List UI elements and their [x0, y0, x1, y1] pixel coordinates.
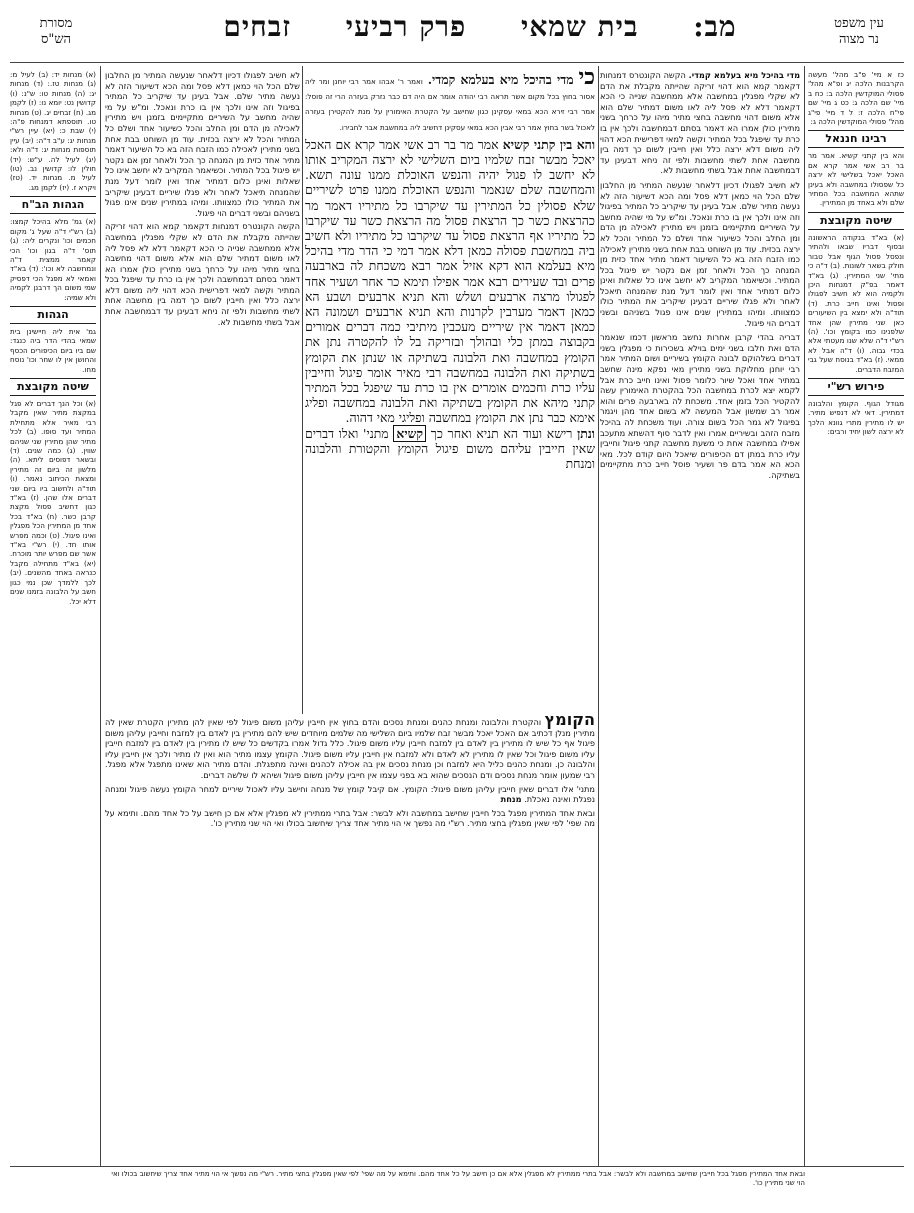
page-number: מב: [693, 10, 737, 43]
page-title [200, 10, 760, 44]
masoret-label-line2: הש"ס [40, 32, 72, 47]
tractate-name: זבחים [223, 10, 292, 43]
page-header [0, 10, 914, 68]
ein-mishpat-label-line1: עין משפט [834, 16, 884, 31]
rabbeinu-chananel-heading: רבינו חננאל [808, 130, 904, 148]
gemara-para2-lead: והא בין קתני קשיא [502, 136, 595, 152]
rashi-heading-margin: פירוש רש"י [808, 378, 904, 396]
masoret-text: (א) מנחות יד: (ב) לעיל מ: (ג) מנחות טז.: (ד) מנחות יג: (ה) מנחות טו: ש"נ: (ו) קדושין נט: יומא נו: (ז) לקמן מג. (ח) זבחים יג. (ט) מנחות טו. תוספתא דמנחות פ"ה: (י) שבת כ: (יא) עיין רש"י מנחות יג: ע"ב ד"ה: (יב) עיין תוספות מנחות יג: ד"ה ולא: (יג) לעיל לה. ע"ש: (יד) חולין לו: קדושין נב. (טו) לעיל מ. מנחות יד. (טז) ויקרא ז. (יז) לקמן מג. [10, 70, 96, 192]
rashi-intro-text: מגודל הגוף. הקומץ והלבונה דמתירין. דאי לא דנפיש מתיר. יש לו מתירין מתרי גוונא הלכך לא ירצה לשון יחיד ורבים: [808, 398, 904, 437]
gemara-left-rule [302, 66, 303, 714]
footer-note: ובאת אחד המתירין מפגל בכל חייבין שחישב במחשבה ולא לבשר: אבל בתרי ממתירין לא מפגלין אלא אם כן חישב על כל אחד מהם. ותימא על מה שפי' לפי שאין מפגלין בחצי מתיר. רש"י מה נפשך אי הוי מתיר אחד צריך שיחשוב בכולו ואי הוי שני מתירין כו'. [111, 1170, 805, 1187]
tosafot-text: הקשה הקונטרס דמנחות דקאמר קמא הוא דהוי זריקה שהייתה מקבלת את הדם לא שקלי מפגלין במחשבה אלא ממחשבה שנייה כי הכא דקאמר דלא לא פסל ליה לאו משום דמתיר שלם הוא אלא משום דהוי מחשבה בחצי מתיר מיהו על כרחך בשני מתירין כולן אמרו הא דאמר בסתם דבמחשבה ולכך אין בו כרת עד שיפגל בכל המתיר וקשה למאי דפרישית הכא דהוי ליה משום דלא ירצה כלל ואין חייבין לשום כך דמה בין מחשבה אחת לשתי מחשבות ולפי זה ניחא דבעינן עד דבמחשבה אחת אבל בשתי מחשבות לא. [600, 70, 800, 176]
masoret-label [20, 16, 92, 48]
mishna-end-text: מתני' אלו דברים שאין חייבין עליהן משום פיגול: הקומץ. אם קיבל קומץ של מנחה וחישב עליו לאכול שיריים למחר הקומץ נעשה פיגול ומנחה נפגלת ואינה נאכלת. [105, 783, 595, 805]
gemara-para1: ואמר ר' אבהו אמר רבי יוחנן ומר ליה אסור בחוץ בכל מקום אשר תראה רבי יהודה אומר אם היה דם כבר נזרק בעזרה הרי זה פוסל: אמר רבי זירא הכא במאי עסקינן כגון שחישב על הקטרת האימורין על מנת להקטירן בעזרה לאכול בשר בחוץ אמר רבי אבין הכא במאי עסקינן דחשיב ליה במחשבת אבר לחבירו. [305, 77, 595, 132]
hagahot-text: גמ' אית ליה חיישינן בית שמאי בהדי הדר ביה כנגד: שם ביו ביום הכיפורים הכסף והחושן אין לו שחר וכו' נוסח מחו. [10, 326, 96, 374]
gemara-para3-lead: ונתן [577, 425, 595, 441]
shita2-heading: שיטה מקובצת [10, 378, 96, 396]
lower-commentary-block [105, 715, 595, 1160]
right-margin-column [808, 70, 904, 1160]
gemara-para3b: מתני' ואלו דברים שאין חייבין עליהם משום פיגול הקומץ והקטורת והלבונה ומנחת [305, 425, 595, 472]
left-margin-rule [100, 66, 101, 1166]
masoret-label-line1: מסורת [39, 16, 73, 31]
right-margin-rule [804, 66, 805, 1166]
rashi-text-2: הקשה הקונטרס דמנחות דקאמר קמא הוא דהוי זריקה שהייתה מקבלת את הדם לא שקלי מפגלין במחשבה אלא ממחשבה שנייה כי הכא דקאמר דלא לא פסל ליה לאו משום דמתיר שלם הוא אלא משום דהוי מחשבה בחצי מתיר מיהו על כרחך בשני מתירין כולן אמרו הא דאמר בסתם דבמחשבה ולכך אין בו כרת עד שיפגל בכל המתיר וקשה למאי דפרישית הכא דהוי ליה משום דלא ירצה כלל ואין חייבין לשום כך דמה בין מחשבה אחת לשתי מחשבות ולפי זה ניחא דבעינן עד דבמחשבה אחת אבל בשתי מחשבות לא. [105, 221, 300, 327]
gemara-opening: מדי בהיכל מיא בעלמא קמדי. [427, 72, 574, 87]
shita-text: (א) בא"ד בנקודה הראשונה ובסוף דבריו שבאו ולהתיר ונפסל פסול הגוף אבל טבור חולק בשאר לשונות. (ב) ד"ה כי מתי' שני המתירין. (ג) בא"ד דאמר בפ"ק דמנחות היכן ולקמיה הוא לא חשיב לפגולו ופסול ואינו חייב כרת. (ד) תוד"ה ולא ימצא בין השיעורים כאן שני מתירין שהן אחד שלפנינו כמו בקומץ וכו'. (ה) רש"י ד"ה שלא שנו מעטתי אלא בכדי גבוה. (ו) ד"ה אבל לא ממאי. (ז) בא"ד בנוסח שעל גבי המזבח הדברים. [808, 232, 904, 374]
rabbeinu-chananel-text: והא בין קתני קשיא. אמר מר בר רב אשי אמר קרא אם האכל יאכל בשלישי לא ירצה כל שפסולו במחשבה ולא בעינן שתהא המחשבה בכל המתיר שלם ולא באחד מן המתירין. [808, 151, 904, 208]
tosafot-continuation: לא חשיב לפגולו דכיון דלאחר שנעשה המתיר מן החלבון שלם הכל הוי כמאן דלא פסל ומה הכא דשיעור הזה לא נעשה מתיר שלם. אבל בעינן עד שיקריב כל המתיר בפיגול וזה אינו ולכך אין בו כרת ונאכל. ומ"ש על מי שהיה מחשב על השיריים מתקיימים בזמנן ויש מתירין לאכילה מן הדם ומן החלב והכל כשיעור אחד ושלם כל המתיר והכל לא ירצה בכזית. עוד מן השוחט בבת אחת בשני מתירין לאכילה כמו הזבח הזה בא כל השיעור דאמר מתיר אחד כזית מן המנחה כך הכל ולאחר זמן אם נקטר יש פיגול בכל המתיר. וכשיאמר המקריב לא יחשב אינו כל שאלות ואינן כלום דמתיר אחד ואין לומר דעל מנת שהמנחה תיאכל לאחר ולא פגלו שיריים דבעינן שיקריב את המתיר כולו כמצוותו. ומיהו במתירין שנים אינו פגול בשניהם ובשני דברים הוי פיגול. [600, 179, 800, 328]
ein-mishpat-text: כז א מיי' פ"ב מהל' מעשה הקרבנות הלכה יג ופ"א מהל' פסולי המוקדשין הלכה ב: כח ב מיי' שם הלכה ג: כט ג מיי' שם פי"ח הלכה ז: ל ד מיי' פי"ג מהל' פסולי המוקדשין הלכה ג: [808, 70, 904, 127]
shita2-text: (א) וכל הנך דברים לא פגל במקצת מתיר שאין מקבל רבי מאיר אלא מתחילת המתיר ועד סופו. (ב) לכל מתיר שהן מתירין שני שניהם שווין. (ג) כמה שנים. (ד) ובשאר דפוסים ליתא. (ה) מלשון זה ביום זה מתירין ומצאת הכיתוב נאמר. (ו) תוד"ה ולחשוב ביו ביום שני דברים אלו שהן. (ז) בא"ד כגון דחשיב פסול מקצת קרבן כשר. (ח) בא"ד בכל אחד מן המתירין הכל מפגלין ואינו פיגול. (ט) וכמה מפרש אותו חד. (י) רש"י בא"ד אשר שם מפרש יותר מוכרח. (יא) בא"ד מתחילה מקבל כנראה באחד מהשנים. (יב) לכך ללמדך שכן נמי כגון חשב על הלבונה בזמנו שנים דלא יכל. [10, 398, 96, 606]
tosafot-dibur: מדי בהיכל מיא בעלמא קמדי. [688, 70, 800, 80]
gemara-para2: אמר מר בר רב אשי אמר קרא אם האכל יאכל מבשר זבח שלמיו ביום השלישי לא ירצה המקריב אותו לא יחשב לו פגול יהיה והנפש האוכלת ממנו עונה תשא. והמחשבה שלם שנאמר והנפש האוכלת ממנו פרט לשיריים שלא פסולין כל המתירין עד שיקרבו כל מתיריו דאמר מר כהרצאת כשר כך הרצאת פסול מה הרצאת כשר עד שיקרבו כל מתיריו אף הרצאת פסול עד שיקרבו כל מתיריו ולא חשיב ביה במחשבת פסולה כמאן דלא אמר דמי כי הדר מדי בהיכל מיא בעלמא הוא דקא אזיל אמר רבא משכחת לה בארבעה פרים ובד שעירים רבא אמר אפילו תימא כר אחר ושעיר אחד לפגולו מרצה ארבעים ושלש והא תניא ארבעים ושבע הא כמאן דאמר מערבין לקרנות והא תניא ארבעים ושמונה הא כמאן דאמר אין שיריים מעכבין מיתיבי כמה דברים אמורים בקבוצה במתן כלי ובהולך ובזריקה בל לו להקטרה נתן את הקומץ במחשבה ואת הלבונה בשתיקה או שנתן את הקומץ בשתיקה ואת הלבונה במחשבה רבי מאיר אומר פיגול וחייבין עליו כרת וחכמים אומרים אין בו כרת עד שיפגל בכל המתיר קתני מיהא את הקומץ בשתיקה ואת הלבונה במחשבה ופליג אימא כבר נתן את הקומץ במחשבה ופליגי מאי דהוה. [305, 136, 595, 426]
gemara-column [305, 70, 595, 710]
chapter-name: בית שמאי [521, 10, 639, 43]
ein-mishpat-label-line2: נר מצוה [838, 32, 880, 47]
rashi-column [105, 70, 300, 710]
tosafot-column [600, 70, 800, 1160]
hakometz-text: והקטרת והלבונה ומנחת כהנים ומנחת נסכים והדם בחוץ אין חייבין עליהן משום פיגול לפי שאין להן מתירין הקטרת שאין לה מתירין מנלן דכתיב אם האכל יאכל מבשר זבח שלמיו ביום השלישי מה שלמים מיוחדים שיש להם מתירין בין לאדם בין למזבח וחייבין עליהן משום פיגול אף כל שיש לו מתירין בין לאדם בין למזבח חייבין עליו משום פיגול. כלל גדול אמרו בקדשים כל שיש לו מתירין בין לאדם בין למזבח חייבין עליו משום פיגול וכל שאין לו מתירין לא לאדם ולא למזבח אין חייבין עליו משום פיגול. הקומץ עצמו מתיר הוא ואין לו מתיר ולכך אין חייבין עליו והלבונה כן. ומנחת כהנים כליל היא למזבח וכן מנחת נסכים אין בה אכילה לכהנים ואינה מתפגלת. והדם מתיר הוא שאינו מתפגל אלא מפגל. רבי שמעון אומר מנחת נסכים ודם הנסכים שהוא בא בפני עצמו אין חייבין עליהן משום פיגול ושיהא לו שלשה דברים. [105, 717, 595, 780]
gemara-right-rule [598, 66, 599, 1166]
hagahot-bach-text: (א) גמ' מלא בהיכל קמצו: (ב) רש"י ד"ה שעל ג' מקום חכמים וכו' ונקרים ליה: (ג) תוס' ד"ה בגון וכו' הכי קאמר ממצית ד"ה ונמחשבה לא וכו': (ד) בא"ד ואמאי לא מפגל הכי דפסיק שמי משום הך דרבנן לקמיה ולא שמיה: [10, 217, 96, 302]
footer-rule [10, 1166, 904, 1167]
rashi-text: לא חשיב לפגולו דכיון דלאחר שנעשה המתיר מן החלבון שלם הכל הוי כמאן דלא פסל ומה הכא דשיעור הזה לא נעשה מתיר שלם. אבל בעינן עד שיקריב כל המתיר בפיגול וזה אינו ולכך אין בו כרת ונאכל. ומ"ש על מי שהיה מחשב על השיריים מתקיימים בזמנן ויש מתירין לאכילה מן הדם ומן החלב והכל כשיעור אחד ושלם כל המתיר והכל לא ירצה בכזית. עוד מן השוחט בבת אחת בשני מתירין לאכילה כמו הזבח הזה בא כל השיעור דאמר מתיר אחד כזית מן המנחה כך הכל ולאחר זמן אם נקטר יש פיגול בכל המתיר. וכשיאמר המקריב לא יחשב אינו כל שאלות ואינן כלום דמתיר אחד ואין לומר דעל מנת שהמנחה תיאכל לאחר ולא פגלו שיריים דבעינן שיקריב את המתיר כולו כמצוותו. ומיהו במתירין שנים אינו פגול בשניהם ובשני דברים הוי פיגול. [105, 70, 300, 218]
header-rule [10, 62, 904, 63]
hagahot-bach-heading: הגהות הב"ח [10, 196, 96, 214]
hakometz-lead: הקומץ [544, 715, 595, 729]
shita-heading: שיטה מקובצת [808, 212, 904, 230]
hagahot-heading: הגהות [10, 306, 96, 324]
left-margin-column [10, 70, 96, 1160]
gemara-para3: רישא ועוד הא תניא ואחר כך [430, 425, 573, 441]
perek-label: פרק רביעי [345, 10, 467, 43]
final-word: מנחת [500, 794, 522, 805]
ein-mishpat-label [818, 16, 900, 48]
lower-extra: ובאת אחד המתירין מפגל בכל חייבין שחישב במחשבה ולא לבשר: אבל בתרי ממתירין לא מפגלין אלא אם כן חישב על כל אחד מהם. ותימא על מה שפי' לפי שאין מפגלין בחצי מתיר. רש"י מה נפשך אי הוי מתיר אחד צריך שיחשוב בכולו ואי הוי שני מתירין כו'. [105, 807, 595, 829]
tosafot-lower: דבריה בהדי קרבן אחרות נחשב מראשון דכמו שנאמר הדם ואת חלבו בשני ימים בוילא בשכירות כי מפגלין בשני דברים בשלהוקם לבונה הקומץ בשיריים ושום המתיר אמר רבי יוחנן מחלוקת בשני מתירין מאי נפקא מינה שחשב במתיר אחד ואכל שיור כלומר פסול ואינו חייב כרת אבל לקמא יצא לכרת במחשבה הכל בהקטרת האימורין עשה להקטיר הכל בזמן אחד. משכחת לה בארבעה פרים והוא אמר רב שמשון אבל המעשה לא בשום אחד מהן ויגמר בפיגול לא גמר הכל בשום צורה. ועוד משכחת לה בהיכל מזבח הזהב ובשיריים אמרו ואין לדבר סוף דהשתא מתעכב אפילו במחשבה אחת כי משעת מחשבה קתני פיגול וחייבין עליו כרת במתן דם הכיפורים שיאכל היום קודם לכל. מאי הכא הא אמר בדם פר ושעיר פוסל חייב כרת מתקיימים בשתיקה. [600, 332, 800, 480]
mishnah-marker: כי [578, 70, 595, 90]
kashya-boxed-word: קשיא [393, 425, 426, 442]
